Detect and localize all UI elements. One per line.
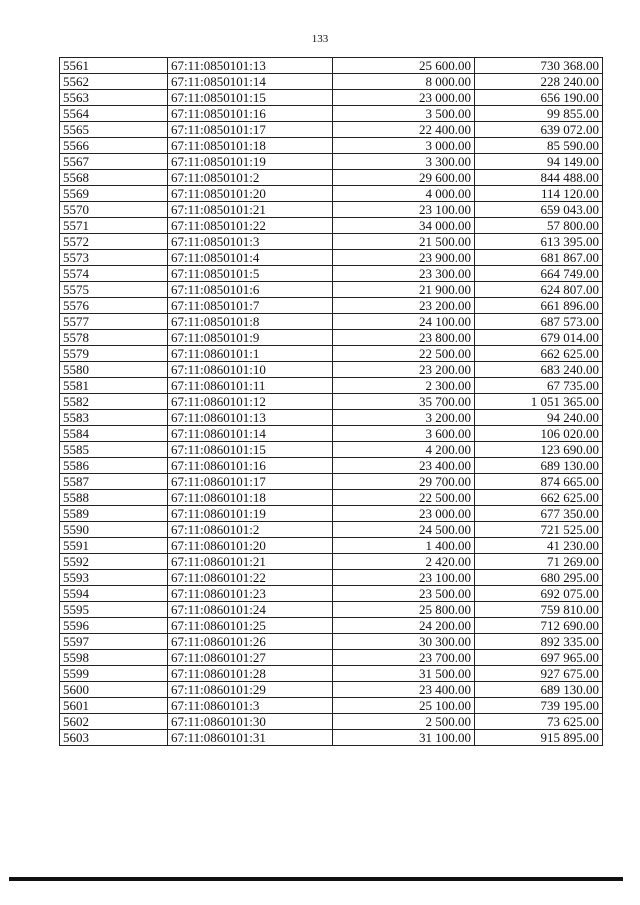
cadastral-value-cell: 67 735.00 xyxy=(475,378,603,394)
table-row xyxy=(60,138,603,154)
cadastral-value-cell: 57 800.00 xyxy=(475,218,603,234)
area-cell: 35 700.00 xyxy=(333,394,475,410)
table-row xyxy=(60,458,603,474)
cadastral-value-cell: 730 368.00 xyxy=(475,58,603,74)
cadastral-value-cell: 697 965.00 xyxy=(475,650,603,666)
row-number-cell: 5571 xyxy=(60,218,168,234)
cadastral-number-cell: 67:11:0850101:19 xyxy=(168,154,333,170)
cadastral-value-cell: 874 665.00 xyxy=(475,474,603,490)
table-row xyxy=(60,314,603,330)
row-number-cell: 5565 xyxy=(60,122,168,138)
area-cell: 23 000.00 xyxy=(333,506,475,522)
row-number-cell: 5562 xyxy=(60,74,168,90)
cadastral-number-cell: 67:11:0850101:17 xyxy=(168,122,333,138)
cadastral-value-cell: 739 195.00 xyxy=(475,698,603,714)
table-row xyxy=(60,330,603,346)
row-number-cell: 5567 xyxy=(60,154,168,170)
area-cell: 25 800.00 xyxy=(333,602,475,618)
table-row xyxy=(60,122,603,138)
area-cell: 22 500.00 xyxy=(333,346,475,362)
row-number-cell: 5587 xyxy=(60,474,168,490)
cadastral-value-cell: 689 130.00 xyxy=(475,458,603,474)
cadastral-number-cell: 67:11:0850101:7 xyxy=(168,298,333,314)
area-cell: 29 700.00 xyxy=(333,474,475,490)
cadastral-number-cell: 67:11:0860101:17 xyxy=(168,474,333,490)
cadastral-value-cell: 624 807.00 xyxy=(475,282,603,298)
row-number-cell: 5563 xyxy=(60,90,168,106)
cadastral-number-cell: 67:11:0850101:14 xyxy=(168,74,333,90)
area-cell: 8 000.00 xyxy=(333,74,475,90)
table-row xyxy=(60,570,603,586)
table-row xyxy=(60,682,603,698)
table-row xyxy=(60,74,603,90)
cadastral-value-cell: 613 395.00 xyxy=(475,234,603,250)
cadastral-value-cell: 927 675.00 xyxy=(475,666,603,682)
cadastral-number-cell: 67:11:0860101:28 xyxy=(168,666,333,682)
table-row xyxy=(60,634,603,650)
row-number-cell: 5577 xyxy=(60,314,168,330)
table-row xyxy=(60,490,603,506)
table-row xyxy=(60,106,603,122)
table-row xyxy=(60,202,603,218)
cadastral-value-cell: 106 020.00 xyxy=(475,426,603,442)
row-number-cell: 5595 xyxy=(60,602,168,618)
cadastral-number-cell: 67:11:0860101:22 xyxy=(168,570,333,586)
table-row xyxy=(60,362,603,378)
row-number-cell: 5574 xyxy=(60,266,168,282)
cadastral-number-cell: 67:11:0860101:16 xyxy=(168,458,333,474)
cadastral-value-cell: 689 130.00 xyxy=(475,682,603,698)
cadastral-number-cell: 67:11:0860101:26 xyxy=(168,634,333,650)
cadastral-value-cell: 656 190.00 xyxy=(475,90,603,106)
area-cell: 22 400.00 xyxy=(333,122,475,138)
area-cell: 4 000.00 xyxy=(333,186,475,202)
area-cell: 29 600.00 xyxy=(333,170,475,186)
cadastral-number-cell: 67:11:0860101:14 xyxy=(168,426,333,442)
cadastral-number-cell: 67:11:0860101:20 xyxy=(168,538,333,554)
page-number: 133 xyxy=(311,33,329,45)
area-cell: 3 500.00 xyxy=(333,106,475,122)
cadastral-value-cell: 687 573.00 xyxy=(475,314,603,330)
table-row xyxy=(60,346,603,362)
cadastral-value-cell: 892 335.00 xyxy=(475,634,603,650)
table-body xyxy=(60,58,603,746)
cadastral-number-cell: 67:11:0850101:18 xyxy=(168,138,333,154)
cadastral-value-cell: 659 043.00 xyxy=(475,202,603,218)
cadastral-number-cell: 67:11:0860101:21 xyxy=(168,554,333,570)
cadastral-number-cell: 67:11:0850101:2 xyxy=(168,170,333,186)
row-number-cell: 5575 xyxy=(60,282,168,298)
cadastral-value-cell: 94 149.00 xyxy=(475,154,603,170)
area-cell: 31 500.00 xyxy=(333,666,475,682)
table-row xyxy=(60,266,603,282)
area-cell: 21 500.00 xyxy=(333,234,475,250)
cadastral-number-cell: 67:11:0850101:5 xyxy=(168,266,333,282)
cadastral-number-cell: 67:11:0860101:24 xyxy=(168,602,333,618)
cadastral-value-cell: 94 240.00 xyxy=(475,410,603,426)
cadastral-number-cell: 67:11:0860101:19 xyxy=(168,506,333,522)
cadastral-number-cell: 67:11:0860101:31 xyxy=(168,730,333,746)
cadastral-value-cell: 73 625.00 xyxy=(475,714,603,730)
row-number-cell: 5590 xyxy=(60,522,168,538)
table-row xyxy=(60,394,603,410)
area-cell: 22 500.00 xyxy=(333,490,475,506)
cadastral-number-cell: 67:11:0850101:16 xyxy=(168,106,333,122)
area-cell: 3 300.00 xyxy=(333,154,475,170)
cadastral-number-cell: 67:11:0860101:1 xyxy=(168,346,333,362)
row-number-cell: 5579 xyxy=(60,346,168,362)
row-number-cell: 5561 xyxy=(60,58,168,74)
area-cell: 30 300.00 xyxy=(333,634,475,650)
area-cell: 24 500.00 xyxy=(333,522,475,538)
area-cell: 1 400.00 xyxy=(333,538,475,554)
row-number-cell: 5599 xyxy=(60,666,168,682)
area-cell: 31 100.00 xyxy=(333,730,475,746)
cadastral-value-cell: 662 625.00 xyxy=(475,346,603,362)
area-cell: 23 200.00 xyxy=(333,362,475,378)
row-number-cell: 5593 xyxy=(60,570,168,586)
row-number-cell: 5588 xyxy=(60,490,168,506)
row-number-cell: 5576 xyxy=(60,298,168,314)
row-number-cell: 5573 xyxy=(60,250,168,266)
cadastral-number-cell: 67:11:0860101:12 xyxy=(168,394,333,410)
row-number-cell: 5581 xyxy=(60,378,168,394)
area-cell: 2 420.00 xyxy=(333,554,475,570)
cadastral-value-cell: 41 230.00 xyxy=(475,538,603,554)
area-cell: 23 100.00 xyxy=(333,202,475,218)
table-row xyxy=(60,58,603,74)
cadastral-number-cell: 67:11:0850101:3 xyxy=(168,234,333,250)
table-row xyxy=(60,602,603,618)
row-number-cell: 5566 xyxy=(60,138,168,154)
area-cell: 2 500.00 xyxy=(333,714,475,730)
cadastral-number-cell: 67:11:0860101:29 xyxy=(168,682,333,698)
row-number-cell: 5598 xyxy=(60,650,168,666)
table-row xyxy=(60,426,603,442)
area-cell: 34 000.00 xyxy=(333,218,475,234)
footer-divider xyxy=(9,877,623,881)
cadastral-value-cell: 915 895.00 xyxy=(475,730,603,746)
cadastral-number-cell: 67:11:0850101:13 xyxy=(168,58,333,74)
row-number-cell: 5592 xyxy=(60,554,168,570)
table-row xyxy=(60,618,603,634)
table-row xyxy=(60,554,603,570)
row-number-cell: 5569 xyxy=(60,186,168,202)
cadastral-value-cell: 99 855.00 xyxy=(475,106,603,122)
cadastral-value-cell: 661 896.00 xyxy=(475,298,603,314)
row-number-cell: 5572 xyxy=(60,234,168,250)
row-number-cell: 5589 xyxy=(60,506,168,522)
cadastral-value-cell: 683 240.00 xyxy=(475,362,603,378)
row-number-cell: 5585 xyxy=(60,442,168,458)
row-number-cell: 5596 xyxy=(60,618,168,634)
area-cell: 23 500.00 xyxy=(333,586,475,602)
table-row xyxy=(60,506,603,522)
cadastral-number-cell: 67:11:0860101:13 xyxy=(168,410,333,426)
table-row xyxy=(60,282,603,298)
area-cell: 23 000.00 xyxy=(333,90,475,106)
cadastral-value-cell: 759 810.00 xyxy=(475,602,603,618)
area-cell: 3 000.00 xyxy=(333,138,475,154)
cadastral-number-cell: 67:11:0850101:4 xyxy=(168,250,333,266)
cadastral-number-cell: 67:11:0850101:6 xyxy=(168,282,333,298)
row-number-cell: 5570 xyxy=(60,202,168,218)
row-number-cell: 5583 xyxy=(60,410,168,426)
table-row xyxy=(60,154,603,170)
cadastral-number-cell: 67:11:0860101:30 xyxy=(168,714,333,730)
row-number-cell: 5600 xyxy=(60,682,168,698)
table-row xyxy=(60,378,603,394)
cadastral-value-cell: 662 625.00 xyxy=(475,490,603,506)
cadastral-number-cell: 67:11:0860101:15 xyxy=(168,442,333,458)
row-number-cell: 5568 xyxy=(60,170,168,186)
row-number-cell: 5586 xyxy=(60,458,168,474)
row-number-cell: 5584 xyxy=(60,426,168,442)
row-number-cell: 5603 xyxy=(60,730,168,746)
row-number-cell: 5597 xyxy=(60,634,168,650)
table-row xyxy=(60,218,603,234)
cadastral-number-cell: 67:11:0860101:27 xyxy=(168,650,333,666)
cadastral-number-cell: 67:11:0850101:9 xyxy=(168,330,333,346)
table-row xyxy=(60,186,603,202)
cadastral-number-cell: 67:11:0860101:11 xyxy=(168,378,333,394)
cadastral-number-cell: 67:11:0850101:20 xyxy=(168,186,333,202)
cadastral-value-cell: 692 075.00 xyxy=(475,586,603,602)
table-row xyxy=(60,730,603,746)
area-cell: 23 800.00 xyxy=(333,330,475,346)
row-number-cell: 5580 xyxy=(60,362,168,378)
table-row xyxy=(60,714,603,730)
table-row xyxy=(60,586,603,602)
area-cell: 25 600.00 xyxy=(333,58,475,74)
table-row xyxy=(60,538,603,554)
row-number-cell: 5564 xyxy=(60,106,168,122)
table-row xyxy=(60,442,603,458)
table-row xyxy=(60,250,603,266)
cadastral-number-cell: 67:11:0860101:18 xyxy=(168,490,333,506)
cadastral-value-cell: 85 590.00 xyxy=(475,138,603,154)
cadastral-value-cell: 123 690.00 xyxy=(475,442,603,458)
cadastral-number-cell: 67:11:0860101:10 xyxy=(168,362,333,378)
cadastral-value-cell: 721 525.00 xyxy=(475,522,603,538)
cadastral-number-cell: 67:11:0860101:23 xyxy=(168,586,333,602)
cadastral-number-cell: 67:11:0860101:25 xyxy=(168,618,333,634)
area-cell: 24 200.00 xyxy=(333,618,475,634)
cadastral-number-cell: 67:11:0850101:15 xyxy=(168,90,333,106)
area-cell: 21 900.00 xyxy=(333,282,475,298)
cadastral-value-cell: 680 295.00 xyxy=(475,570,603,586)
cadastral-number-cell: 67:11:0860101:3 xyxy=(168,698,333,714)
area-cell: 23 100.00 xyxy=(333,570,475,586)
cadastral-value-cell: 844 488.00 xyxy=(475,170,603,186)
table-row xyxy=(60,666,603,682)
row-number-cell: 5602 xyxy=(60,714,168,730)
row-number-cell: 5578 xyxy=(60,330,168,346)
table-row xyxy=(60,474,603,490)
table-row xyxy=(60,698,603,714)
area-cell: 23 400.00 xyxy=(333,682,475,698)
cadastral-value-cell: 664 749.00 xyxy=(475,266,603,282)
cadastral-value-cell: 712 690.00 xyxy=(475,618,603,634)
cadastral-value-cell: 677 350.00 xyxy=(475,506,603,522)
area-cell: 23 700.00 xyxy=(333,650,475,666)
area-cell: 4 200.00 xyxy=(333,442,475,458)
area-cell: 2 300.00 xyxy=(333,378,475,394)
area-cell: 24 100.00 xyxy=(333,314,475,330)
cadastral-number-cell: 67:11:0850101:22 xyxy=(168,218,333,234)
cadastral-value-cell: 681 867.00 xyxy=(475,250,603,266)
table-row xyxy=(60,650,603,666)
row-number-cell: 5582 xyxy=(60,394,168,410)
row-number-cell: 5601 xyxy=(60,698,168,714)
area-cell: 23 900.00 xyxy=(333,250,475,266)
table-row xyxy=(60,170,603,186)
table-row xyxy=(60,234,603,250)
area-cell: 23 200.00 xyxy=(333,298,475,314)
cadastral-value-cell: 71 269.00 xyxy=(475,554,603,570)
cadastral-value-cell: 114 120.00 xyxy=(475,186,603,202)
row-number-cell: 5594 xyxy=(60,586,168,602)
table-row xyxy=(60,410,603,426)
cadastral-number-cell: 67:11:0860101:2 xyxy=(168,522,333,538)
table-row xyxy=(60,298,603,314)
cadastral-number-cell: 67:11:0850101:21 xyxy=(168,202,333,218)
cadastral-table xyxy=(59,57,603,746)
cadastral-value-cell: 1 051 365.00 xyxy=(475,394,603,410)
table-row xyxy=(60,90,603,106)
table-row xyxy=(60,522,603,538)
cadastral-value-cell: 228 240.00 xyxy=(475,74,603,90)
area-cell: 3 600.00 xyxy=(333,426,475,442)
row-number-cell: 5591 xyxy=(60,538,168,554)
cadastral-value-cell: 679 014.00 xyxy=(475,330,603,346)
area-cell: 3 200.00 xyxy=(333,410,475,426)
area-cell: 25 100.00 xyxy=(333,698,475,714)
area-cell: 23 300.00 xyxy=(333,266,475,282)
cadastral-number-cell: 67:11:0850101:8 xyxy=(168,314,333,330)
cadastral-value-cell: 639 072.00 xyxy=(475,122,603,138)
area-cell: 23 400.00 xyxy=(333,458,475,474)
